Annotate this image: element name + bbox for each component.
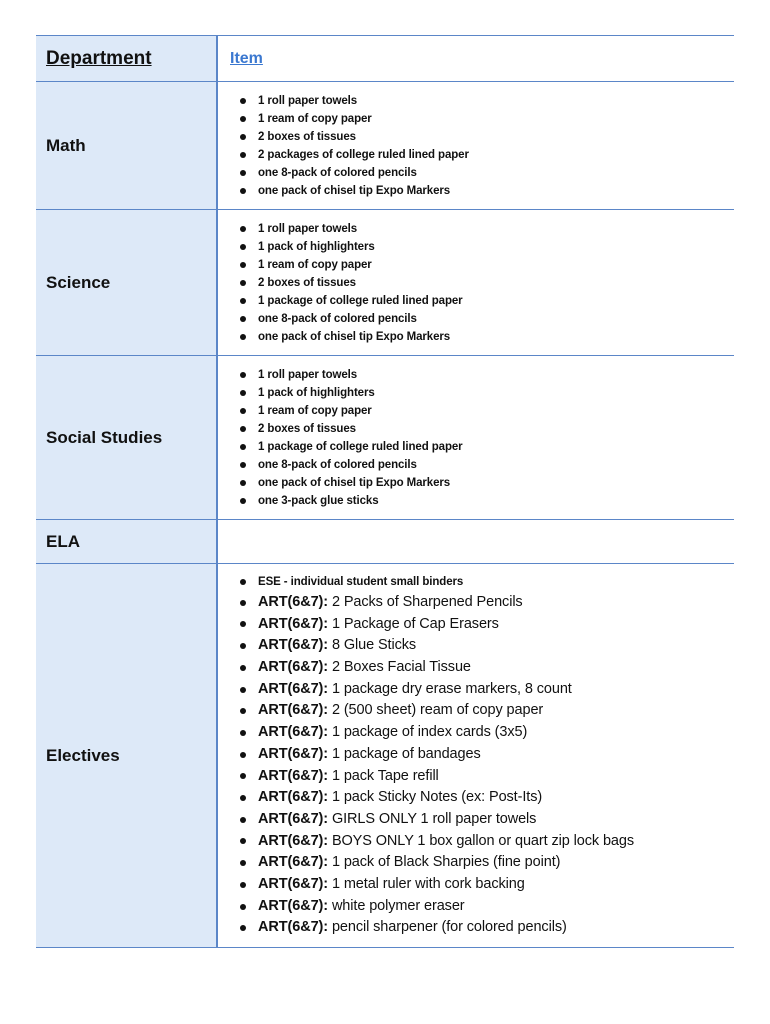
items-social-studies-list	[240, 366, 734, 510]
items-math-list	[240, 92, 734, 200]
department-science: Science	[36, 210, 217, 356]
list-item: one pack of chisel tip Expo Markers	[240, 474, 734, 492]
items-math-cell	[217, 82, 734, 210]
art-item-text: 1 pack Sticky Notes (ex: Post-Its)	[331, 789, 543, 806]
row-ela	[36, 520, 734, 564]
list-item: 1 package of college ruled lined paper	[240, 438, 734, 456]
list-item	[240, 831, 734, 853]
art-label: ART(6&7):	[258, 658, 328, 675]
item-column-header: Item	[230, 49, 263, 67]
list-item: 1 pack of highlighters	[240, 238, 734, 256]
list-item	[240, 592, 734, 614]
art-item-text: GIRLS ONLY 1 roll paper towels	[331, 810, 537, 827]
art-label: ART(6&7):	[258, 919, 328, 936]
list-item	[240, 874, 734, 896]
list-item	[240, 679, 734, 701]
list-item: 1 package of college ruled lined paper	[240, 292, 734, 310]
header-row	[36, 36, 734, 82]
art-label: ART(6&7):	[258, 724, 328, 741]
list-item	[240, 722, 734, 744]
items-electives-list	[240, 572, 734, 939]
art-item-text: 2 Boxes Facial Tissue	[331, 658, 471, 675]
row-social-studies	[36, 356, 734, 520]
list-item: 1 roll paper towels	[240, 220, 734, 238]
header-department-cell	[36, 36, 217, 82]
list-item: 1 roll paper towels	[240, 366, 734, 384]
items-science-list	[240, 220, 734, 346]
art-item-text: BOYS ONLY 1 box gallon or quart zip lock bags	[331, 832, 634, 849]
art-item-text: 1 package dry erase markers, 8 count	[331, 680, 572, 697]
list-item: 1 ream of copy paper	[240, 402, 734, 420]
row-science	[36, 210, 734, 356]
list-item: 2 boxes of tissues	[240, 128, 734, 146]
art-item-text: 2 (500 sheet) ream of copy paper	[331, 702, 544, 719]
list-item: one pack of chisel tip Expo Markers	[240, 182, 734, 200]
list-item: one 8-pack of colored pencils	[240, 456, 734, 474]
art-item-text: 1 Package of Cap Erasers	[331, 615, 499, 632]
list-item	[240, 766, 734, 788]
items-ela-cell	[217, 520, 734, 564]
list-item	[240, 635, 734, 657]
row-electives	[36, 564, 734, 948]
list-item: 2 boxes of tissues	[240, 274, 734, 292]
art-label: ART(6&7):	[258, 745, 328, 762]
list-item: 1 ream of copy paper	[240, 110, 734, 128]
art-label: ART(6&7):	[258, 789, 328, 806]
art-label: ART(6&7):	[258, 876, 328, 893]
art-item-text: pencil sharpener (for colored pencils)	[331, 919, 567, 936]
art-item-text: 1 package of bandages	[331, 745, 481, 762]
art-label: ART(6&7):	[258, 637, 328, 654]
art-item-text: 1 metal ruler with cork backing	[331, 876, 525, 893]
row-math	[36, 82, 734, 210]
art-label: ART(6&7):	[258, 832, 328, 849]
list-item: one 3-pack glue sticks	[240, 492, 734, 510]
art-item-text: 2 Packs of Sharpened Pencils	[331, 593, 523, 610]
art-label: ART(6&7):	[258, 615, 328, 632]
list-item	[240, 787, 734, 809]
list-item: ESE - individual student small binders	[240, 572, 734, 592]
department-electives: Electives	[36, 564, 217, 948]
art-item-text: 1 pack Tape refill	[331, 767, 439, 784]
items-social-studies-cell	[217, 356, 734, 520]
header-item-cell	[217, 36, 734, 82]
list-item: 1 roll paper towels	[240, 92, 734, 110]
art-label: ART(6&7):	[258, 680, 328, 697]
supply-list-table	[36, 35, 734, 948]
department-social-studies: Social Studies	[36, 356, 217, 520]
list-item	[240, 700, 734, 722]
art-label: ART(6&7):	[258, 767, 328, 784]
list-item: 1 pack of highlighters	[240, 384, 734, 402]
department-column-header: Department	[46, 47, 152, 69]
department-math: Math	[36, 82, 217, 210]
list-item: one 8-pack of colored pencils	[240, 310, 734, 328]
list-item: 2 boxes of tissues	[240, 420, 734, 438]
art-item-text: 8 Glue Sticks	[331, 637, 417, 654]
art-item-text: 1 pack of Black Sharpies (fine point)	[331, 854, 561, 871]
items-science-cell	[217, 210, 734, 356]
list-item: one pack of chisel tip Expo Markers	[240, 328, 734, 346]
list-item	[240, 896, 734, 918]
items-electives-cell	[217, 564, 734, 948]
department-ela: ELA	[36, 520, 217, 564]
art-item-text: white polymer eraser	[331, 897, 465, 914]
list-item	[240, 852, 734, 874]
art-label: ART(6&7):	[258, 897, 328, 914]
art-label: ART(6&7):	[258, 702, 328, 719]
art-item-text: 1 package of index cards (3x5)	[331, 724, 528, 741]
list-item	[240, 809, 734, 831]
list-item	[240, 744, 734, 766]
list-item	[240, 614, 734, 636]
art-label: ART(6&7):	[258, 854, 328, 871]
list-item	[240, 917, 734, 939]
list-item: 1 ream of copy paper	[240, 256, 734, 274]
list-item: 2 packages of college ruled lined paper	[240, 146, 734, 164]
list-item: one 8-pack of colored pencils	[240, 164, 734, 182]
list-item	[240, 657, 734, 679]
art-label: ART(6&7):	[258, 810, 328, 827]
art-label: ART(6&7):	[258, 593, 328, 610]
